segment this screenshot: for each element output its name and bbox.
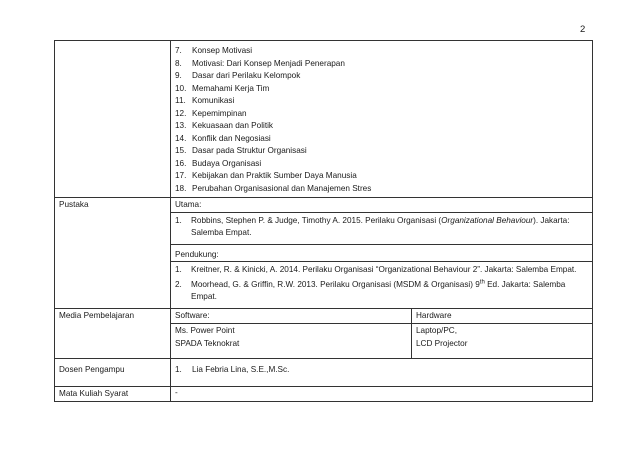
hardware-list [412,324,593,359]
topics-row [55,41,593,198]
software-item: Ms. Power Point [175,326,235,335]
dosen-row [55,359,593,387]
topic-item: 8. Motivasi: Dari Konsep Menjadi Penerapan [175,58,345,68]
utama-heading: Utama: [171,198,592,213]
hardware-item: Laptop/PC, [416,326,457,335]
utama-list [175,215,588,240]
pustaka-label: Pustaka [55,198,171,309]
utama-ref-item: 1. Robbins, Stephen P. & Judge, Timothy A. 2015. Perilaku Organisasi (Organizational Behaviour). Jakarta: Salemba Empat. [175,215,570,237]
syarat-row [55,386,593,402]
pustaka-cell [171,198,593,309]
software-heading: Software: [171,309,412,324]
topic-item: 14. Konflik dan Negosiasi [175,133,271,143]
pendukung-refs [175,262,588,308]
dosen-cell [171,359,593,387]
topic-item: 16. Budaya Organisasi [175,158,262,168]
topic-item: 18. Perubahan Organisasional dan Manajemen Stres [175,183,372,193]
pendukung-ref-item: 1. Kreitner, R. & Kinicki, A. 2014. Perilaku Organisasi “Organizational Behaviour 2”. Jakarta: Salemba Empat. [175,265,577,274]
topic-item: 12. Kepemimpinan [175,108,247,118]
software-item: SPADA Teknokrat [175,338,240,348]
media-cell [171,308,593,359]
syarat-label: Mata Kuliah Syarat [55,386,171,402]
hardware-item: LCD Projector [416,338,468,348]
pustaka-row [55,198,593,309]
software-list [171,324,412,359]
course-table [54,40,593,402]
dosen-item: 1. Lia Febria Lina, S.E.,M.Sc. [175,365,290,374]
media-inner-table [171,309,592,359]
pendukung-heading: Pendukung: [171,248,592,263]
topic-item: 9. Dasar dari Perilaku Kelompok [175,71,301,80]
topic-item: 10. Memahami Kerja Tim [175,83,270,93]
topics-list [175,45,588,195]
utama-refs [175,213,588,244]
media-label: Media Pembelajaran [55,308,171,359]
syarat-value: - [171,386,593,402]
dosen-label: Dosen Pengampu [55,359,171,387]
hardware-heading: Hardware [412,309,593,324]
page-number: 2 [580,24,586,35]
topic-item: 15. Dasar pada Struktur Organisasi [175,146,307,155]
topics-cell [171,41,593,198]
topic-item: 17. Kebijakan dan Praktik Sumber Daya Manusia [175,171,357,180]
topics-label-cell [55,41,171,198]
topic-item: 7. Konsep Motivasi [175,46,253,55]
pendukung-list [175,264,588,304]
media-row [55,308,593,359]
topic-item: 13. Kekuasaan dan Politik [175,121,274,130]
topic-item: 11. Komunikasi [175,96,235,105]
pendukung-ref-item: 2. Moorhead, G. & Griffin, R.W. 2013. Perilaku Organisasi (MSDM & Organisasi) 9th Ed. Jakarta: Salemba Empat. [175,278,566,301]
